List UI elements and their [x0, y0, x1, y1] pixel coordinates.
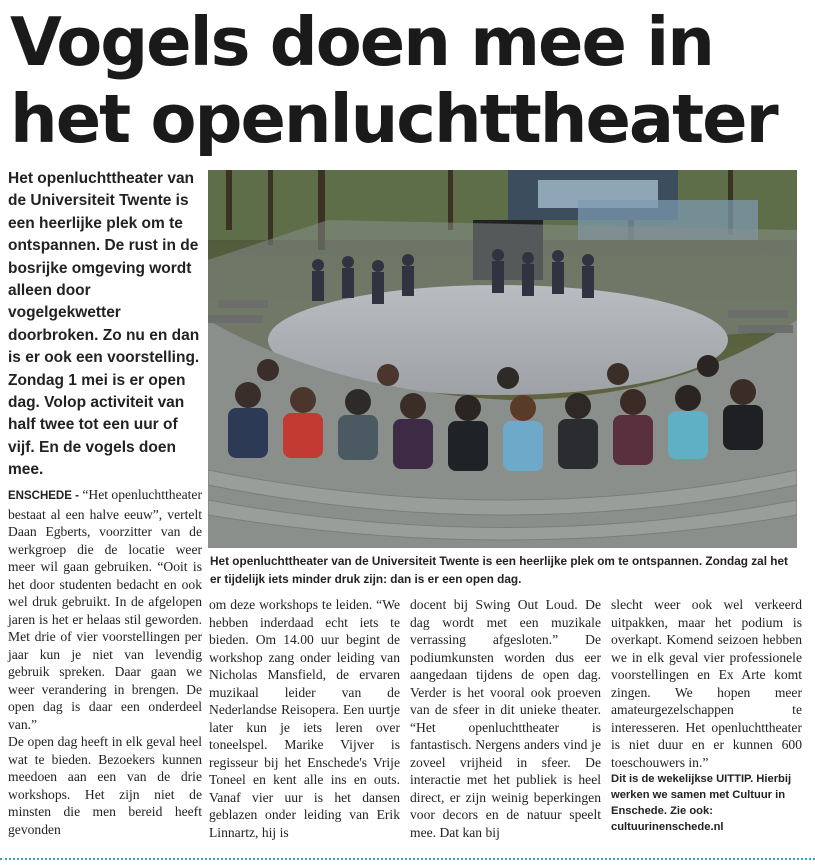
photo-caption: Het openluchttheater van de Universiteit Twente is een heerlijke plek om te ontspannen. Zondag zal het er tijdelijk iets minder druk zijn: dan is er een open dag. — [210, 554, 788, 586]
headline: Vogels doen mee in het openluchttheater — [10, 3, 777, 158]
article-photo — [208, 170, 797, 548]
body-paragraph-1 — [8, 486, 202, 733]
article-column-2 — [209, 596, 400, 841]
colophon-note: Dit is de wekelijkse UITTIP. Hierbij werken we samen met Cultuur in Enschede. Zie ook: cultuurinenschede.nl — [611, 773, 792, 833]
article-column-1 — [8, 486, 202, 838]
dateline: ENSCHEDE - — [8, 490, 79, 502]
body-text-1: “Het openluchttheater bestaat al een halve eeuw”, vertelt Daan Egberts, voorzitter van de werkgroep die de locatie weer meer wil gaan gebruiken. “Ooit is het door studenten bedacht en ook wel druk gebruikt. In de afgelopen jaren is het er helaas stil geworden. Met drie of vier voorstellingen per jaar kun je niet van levendig gebruik spreken. Daar gaan we weer verandering in brengen. De open dag is daar een onderdeel van.” — [8, 487, 202, 732]
article-column-4 — [611, 596, 802, 835]
bottom-divider — [0, 858, 815, 860]
article-column-3 — [410, 596, 601, 841]
body-paragraph-2: De open dag heeft in elk geval heel wat te bieden. Bezoekers kunnen meedoen aan een van de drie workshops. Het zijn niet de minsten die men bereid heeft gevonden — [8, 734, 202, 837]
intro-paragraph: Het openluchttheater van de Universiteit Twente is een heerlijke plek om te ontspannen. De rust in de bosrijke omgeving wordt alleen door vogelgekwetter doorbroken. Zo nu en dan is er ook een voorstelling. Zondag 1 mei is er open dag. Volop activiteit van half twee tot een uur of vijf. En de vogels doen mee. — [8, 170, 200, 479]
body-paragraph-3: om deze workshops te leiden. “We hebben inderdaad echt iets te bieden. Om 14.00 uur begint de workshop zang onder leiding van Nicholas Mansfield, de ervaren muzikaal leider van de Nederlandse Reisopera. Een uurtje later kun je iets leren over toneelspel. Marike Vijver is regisseur bij het Enschede's Vrije Toneel en kent alle ins en outs. Vanaf vier uur is het dansen geblazen onder leiding van Erik Linnartz, hij is — [209, 597, 400, 840]
body-paragraph-4: docent bij Swing Out Loud. De dag wordt met een muzikale verrassing afgesloten.” De podiumkunsten worden dus eer aangedaan tijdens de open dag. Verder is het vooral ook proeven van de sfeer in dit unieke theater. “Het openluchttheater is fantastisch. Nergens anders vind je zoveel vrijheid in sfeer. De interactie met het publiek is heel direct, er zijn weinig beperkingen voor decors en de natuur speelt mee. Dat kan bij — [410, 597, 601, 840]
body-paragraph-5: slecht weer ook wel verkeerd uitpakken, maar het podium is overkapt. Komend seizoen hebben we in elk geval vier professionele voorstellingen en Ex Arte komt zingen. We hopen meer amateurgezelschappen te interesseren. Het openluchttheater is niet duur en er kunnen 600 toeschouwers in.” — [611, 597, 802, 770]
